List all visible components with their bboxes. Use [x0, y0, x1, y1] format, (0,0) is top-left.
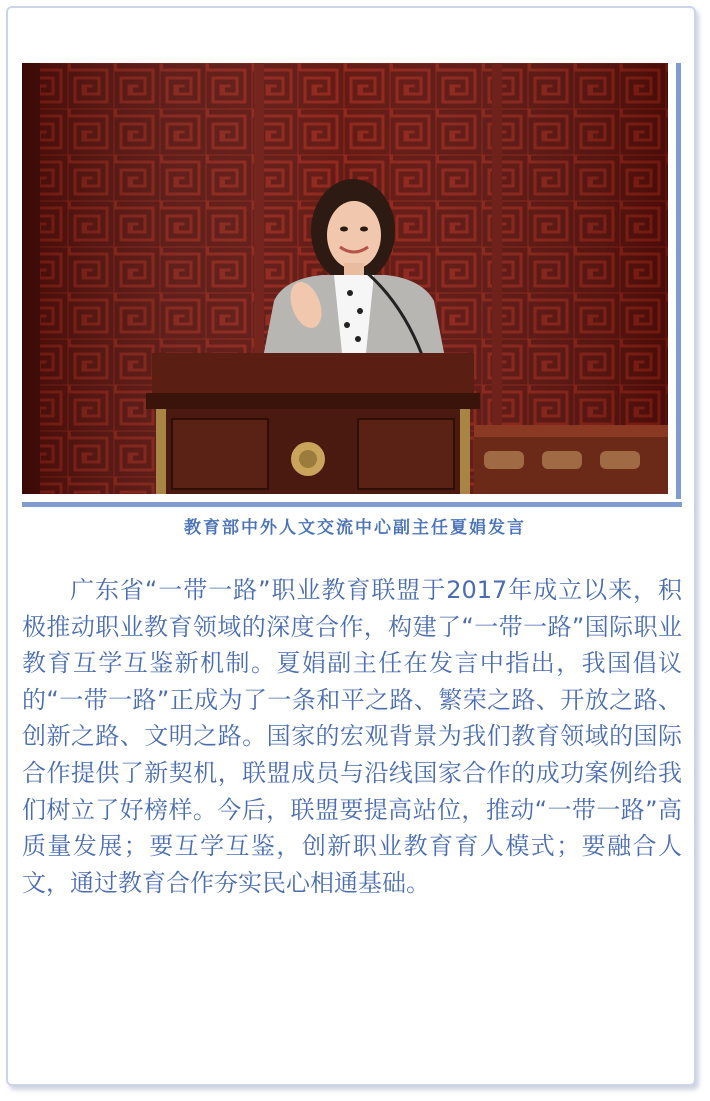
photo-frame-accent-vertical	[676, 63, 681, 499]
speaker-photo	[22, 63, 668, 494]
speaker-at-podium-photo	[22, 63, 668, 494]
photo-frame-accent-horizontal	[22, 502, 682, 507]
photo-caption: 教育部中外人文交流中心副主任夏娟发言	[184, 518, 526, 538]
article-paragraph: 广东省“一带一路”职业教育联盟于2017年成立以来，积极推动职业教育领域的深度合作，构建了“一带一路”国际职业教育互学互鉴新机制。夏娟副主任在发言中指出，我国倡议的“一带一路”正成为了一条和平之路、繁荣之路、开放之路、创新之路、文明之路。国家的宏观背景为我们教育领域的国际合作提供了新契机，联盟成员与沿线国家合作的成功案例给我们树立了好榜样。今后，联盟要提高站位，推动“一带一路”高质量发展；要互学互鉴，创新职业教育育人模式；要融合人文，通过教育合作夯实民心相通基础。	[22, 576, 682, 897]
